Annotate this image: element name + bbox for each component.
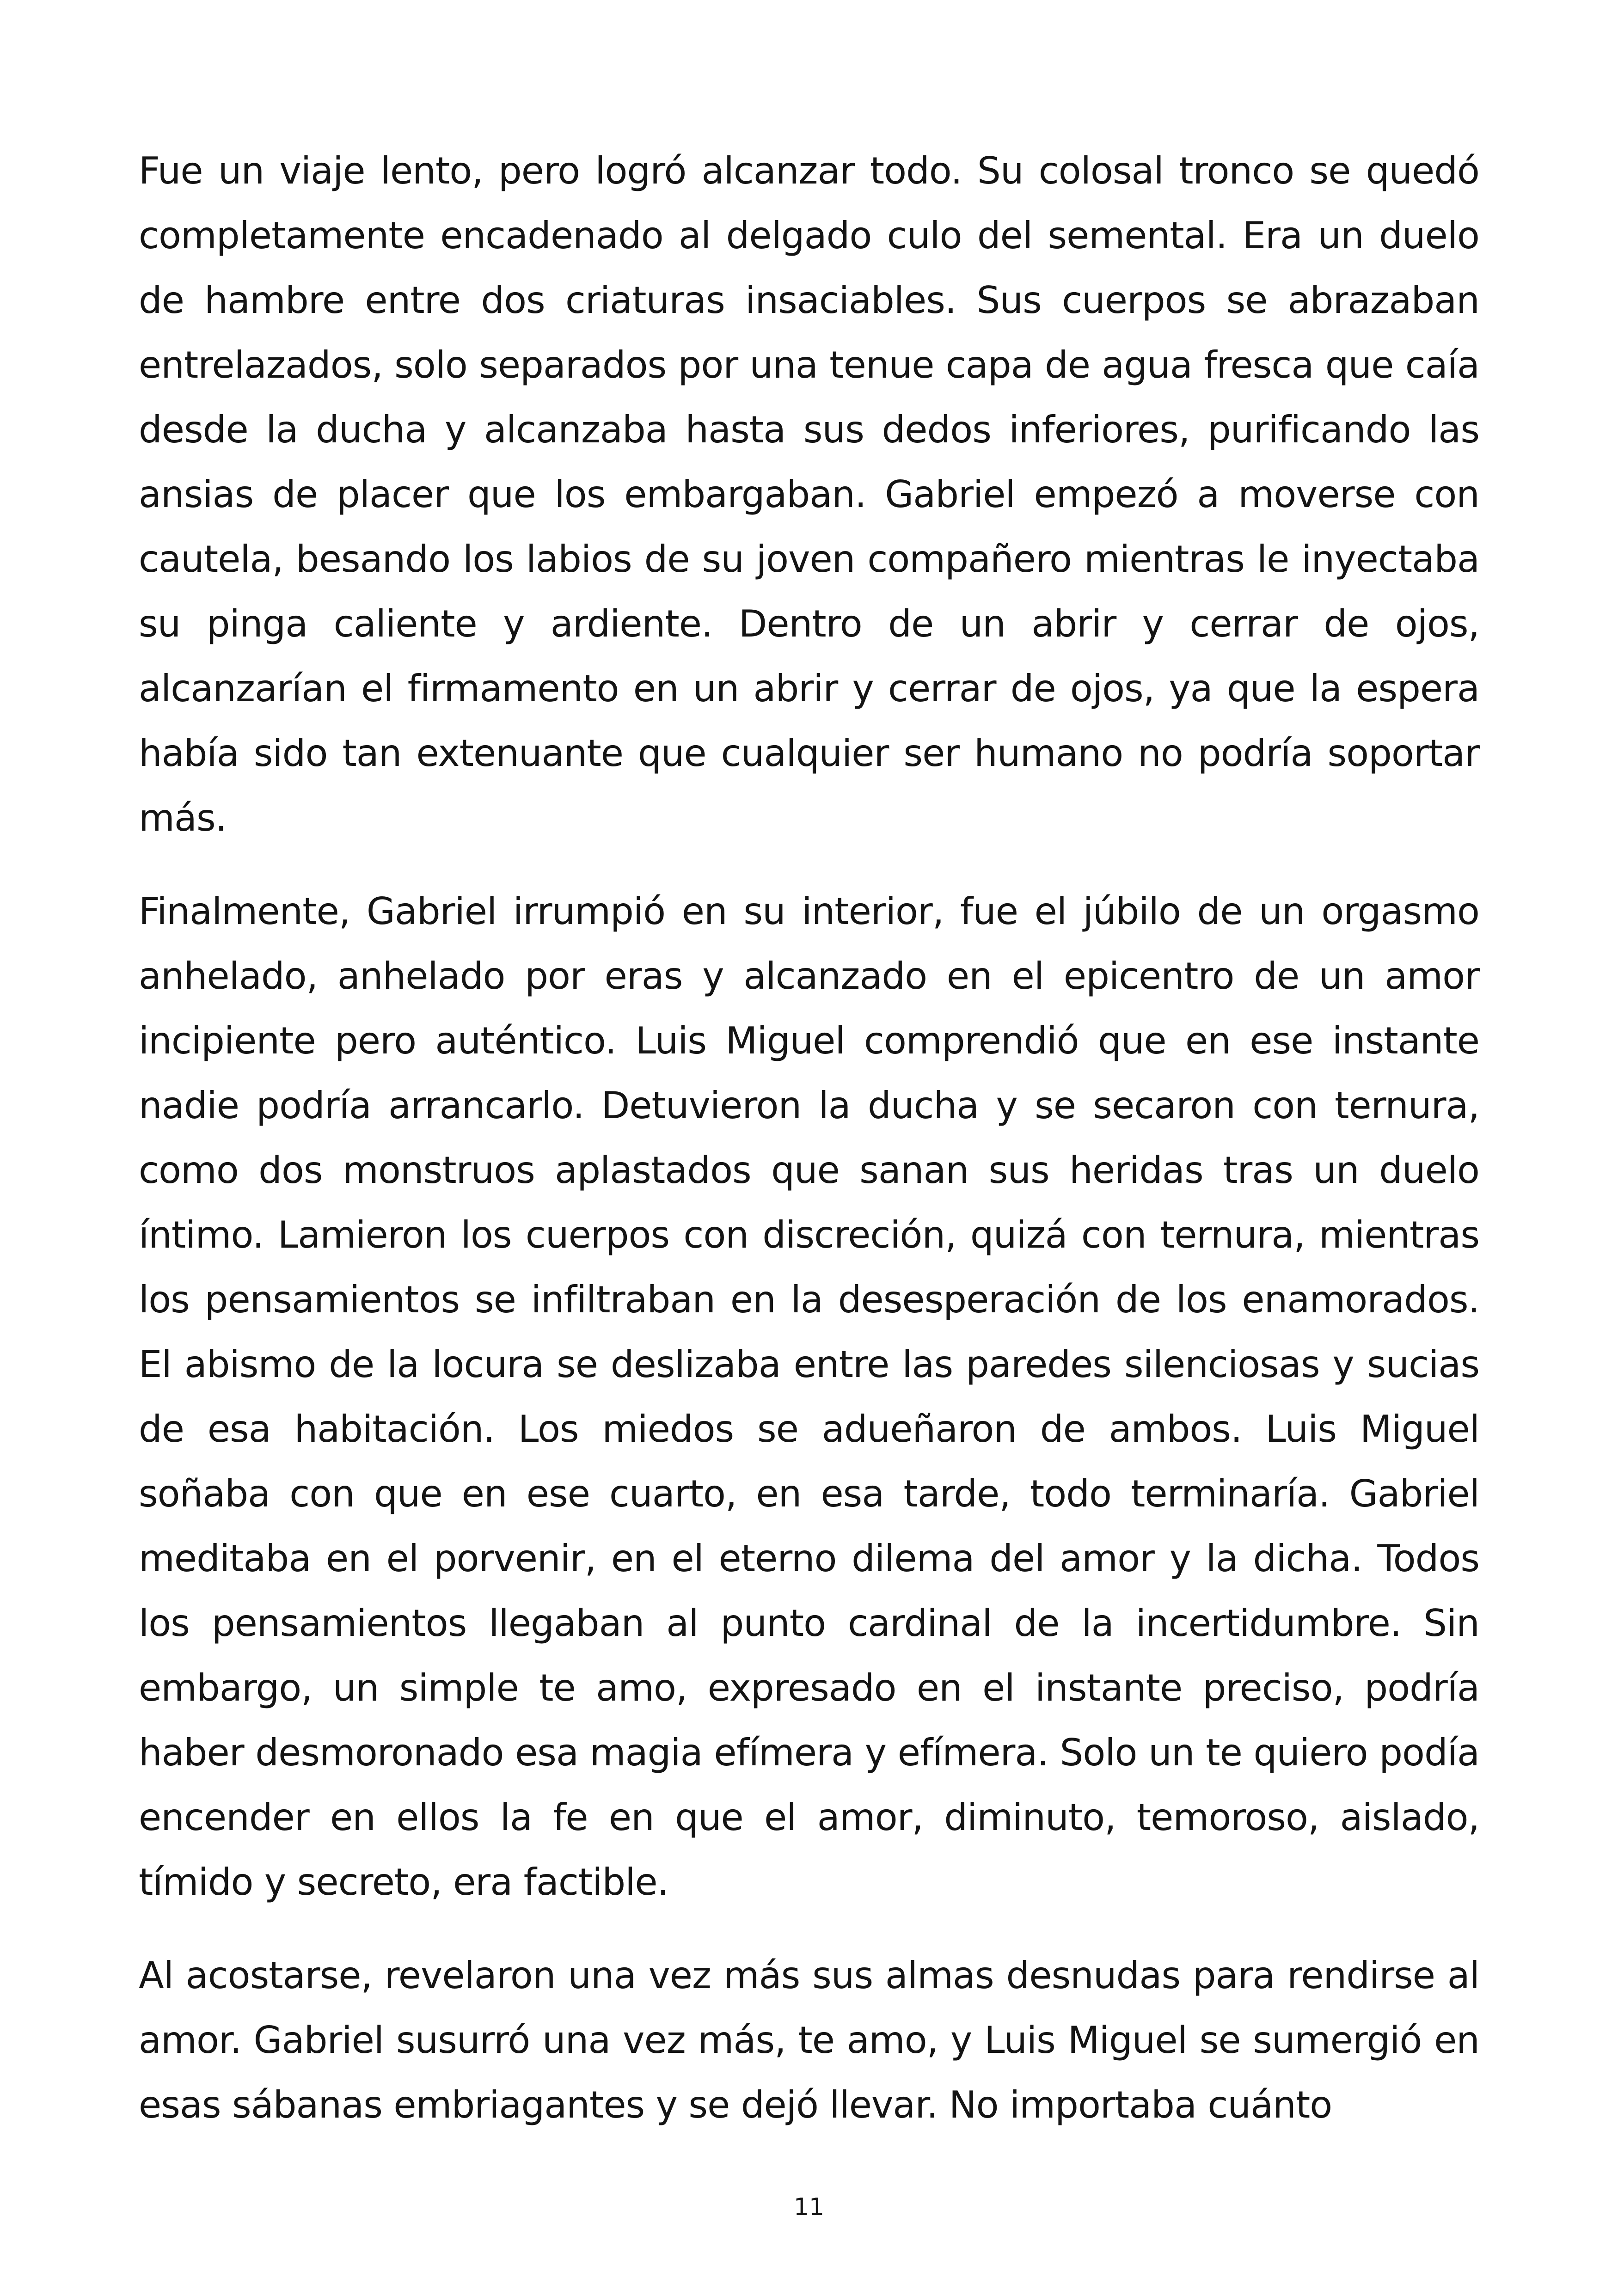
page-number: 11 — [793, 2193, 825, 2221]
body-text — [139, 139, 1479, 2166]
paragraph-3: Al acostarse, revelaron una vez más sus almas desnudas para rendirse al amor. Gabriel susurró una vez más, te amo, y Luis Miguel se sumergió en esas sábanas embriagantes y se dejó llevar. No importaba cuánto — [139, 1954, 1479, 2126]
paragraph-2: Finalmente, Gabriel irrumpió en su interior, fue el júbilo de un orgasmo anhelado, anhelado por eras y alcanzado en el epicentro de un amor incipiente pero auténtico. Luis Miguel comprendió que en ese instante nadie podría arrancarlo. Detuvieron la ducha y se secaron con ternura, como dos monstruos aplastados que sanan sus heridas tras un duelo íntimo. Lamieron los cuerpos con discreción, quizá con ternura, mientras los pensamientos se infiltraban en la desesperación de los enamorados. El abismo de la locura se deslizaba entre las paredes silenciosas y sucias de esa habitación. Los miedos se adueñaron de ambos. Luis Miguel soñaba con que en ese cuarto, en esa tarde, todo terminaría. Gabriel meditaba en el porvenir, en el eterno dilema del amor y la dicha. Todos los pensamientos llegaban al punto cardinal de la incertidumbre. Sin embargo, un simple te amo, expresado en el instante preciso, podría haber desmoronado esa magia efímera y efímera. Solo un te quiero podía encender en ellos la fe en que el amor, diminuto, temoroso, aislado, tímido y secreto, era factible. — [139, 890, 1479, 1904]
paragraph-1: Fue un viaje lento, pero logró alcanzar todo. Su colosal tronco se quedó completamente encadenado al delgado culo del semental. Era un duelo de hambre entre dos criaturas insaciables. Sus cuerpos se abrazaban entrelazados, solo separados por una tenue capa de agua fresca que caía desde la ducha y alcanzaba hasta sus dedos inferiores, purificando las ansias de placer que los embargaban. Gabriel empezó a moverse con cautela, besando los labios de su joven compañero mientras le inyectaba su pinga caliente y ardiente. Dentro de un abrir y cerrar de ojos, alcanzarían el firmamento en un abrir y cerrar de ojos, ya que la espera había sido tan extenuante que cualquier ser humano no podría soportar más. — [139, 149, 1479, 839]
